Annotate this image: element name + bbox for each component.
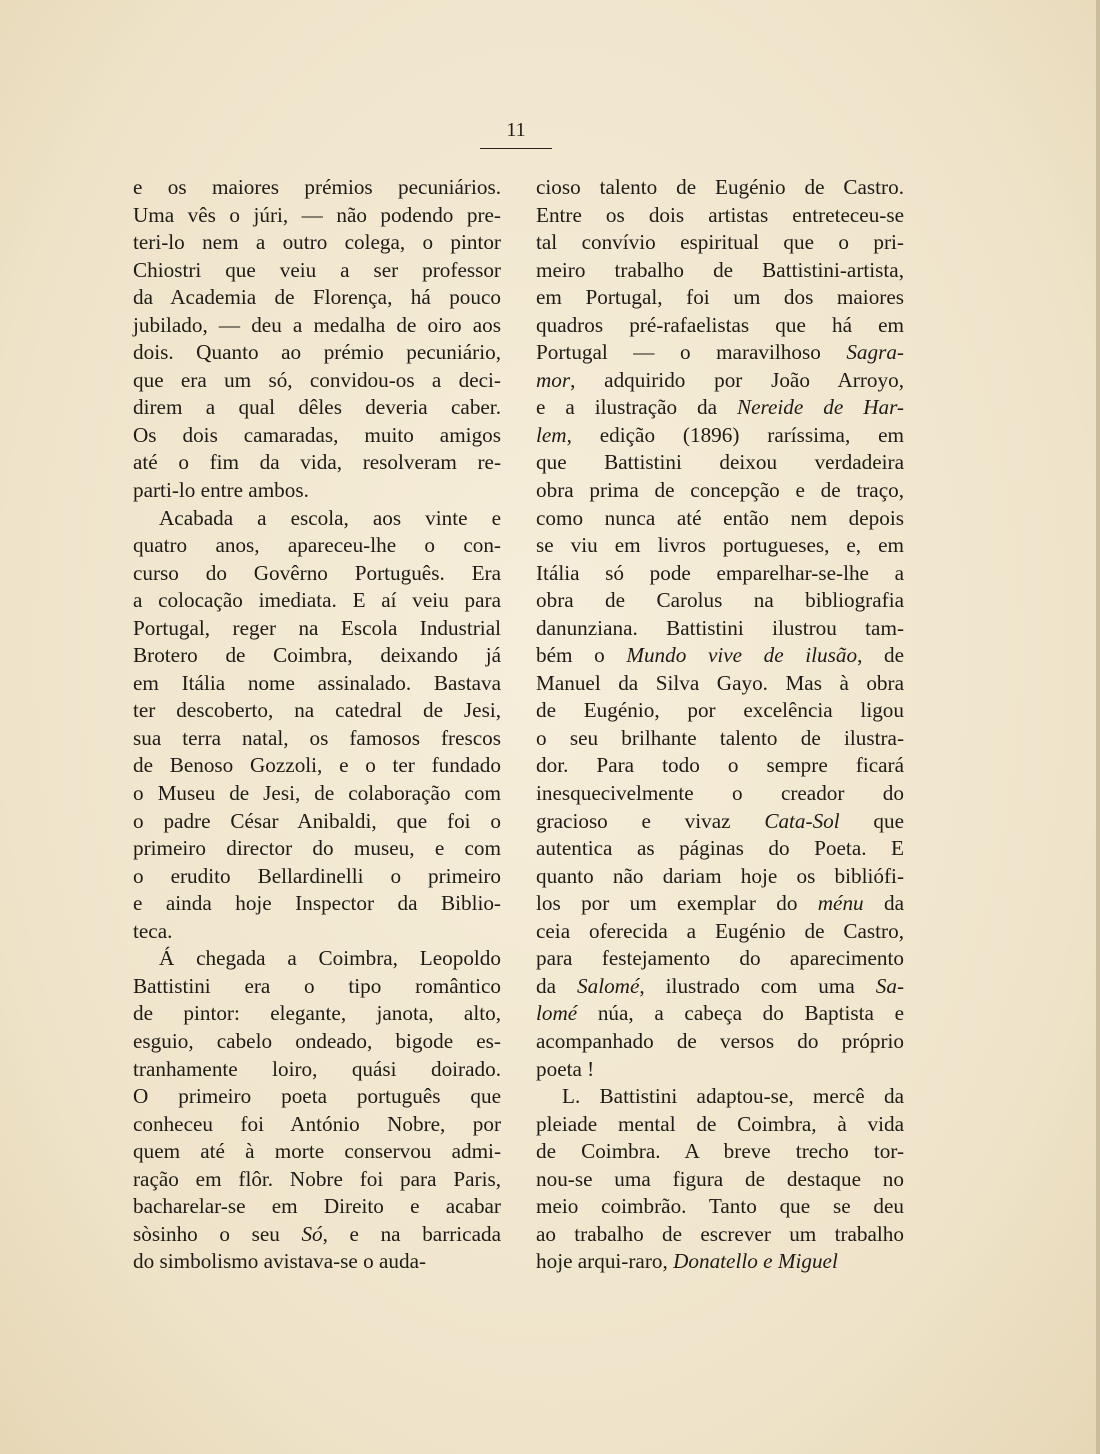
text-line: dois. Quanto ao prémio pecuniário, [133, 340, 501, 365]
text-line: teri-lo nem a outro colega, o pintor [133, 230, 501, 255]
italic-title: Nereide de Har- [737, 395, 904, 420]
text-line: o seu brilhante talento de ilustra- [536, 725, 904, 750]
text-line: obra prima de concepção e de traço, [536, 478, 904, 503]
text-line: até o fim da vida, resolveram re- [133, 450, 501, 475]
text-line: meiro trabalho de Battistini-artista, [536, 257, 904, 282]
text-line [536, 973, 904, 1001]
italic-title: Sa- [875, 973, 904, 998]
text-line: Itália só pode emparelhar-se-lhe a [536, 560, 904, 585]
text-line: ter descoberto, na catedral de Jesi, [133, 698, 501, 723]
text-run: los por um exemplar do [536, 891, 818, 916]
text-line: O primeiro poeta português que [133, 1084, 501, 1109]
italic-title: lem [536, 422, 567, 447]
text-line: poeta ! [536, 1056, 595, 1081]
text-line: de Coimbra. A breve trecho tor- [536, 1139, 904, 1164]
italic-title: Sagra- [846, 340, 904, 365]
text-line: pleiade mental de Coimbra, à vida [536, 1111, 904, 1136]
text-run: que [839, 808, 904, 833]
text-run: da [536, 973, 577, 998]
text-run: da [863, 891, 904, 916]
text-line [536, 339, 904, 367]
text-line: Os dois camaradas, muito amigos [133, 422, 501, 447]
text-line: Battistini era o tipo romântico [133, 973, 501, 998]
text-line: direm a qual dêles deveria caber. [133, 395, 501, 420]
text-line: quanto não dariam hoje os bibliófi- [536, 863, 904, 888]
text-run: e a ilustração da [536, 395, 738, 420]
left-text-column [133, 174, 501, 1276]
text-line: cioso talento de Eugénio de Castro. [536, 175, 904, 199]
italic-title: Salomé [577, 973, 640, 998]
text-line: ao trabalho de escrever um trabalho [536, 1221, 904, 1246]
text-line: bacharelar-se em Direito e acabar [133, 1194, 501, 1219]
italic-title: mor [536, 367, 571, 392]
text-line: tal convívio espiritual que o pri- [536, 230, 904, 255]
text-line: primeiro director do museu, e com [133, 836, 501, 861]
text-line: esguio, cabelo ondeado, bigode es- [133, 1028, 501, 1053]
text-line: em Itália nome assinalado. Bastava [133, 670, 501, 695]
text-line: sua terra natal, os famosos frescos [133, 725, 501, 750]
text-run: sòsinho o seu [133, 1221, 302, 1246]
text-line: ceia oferecida a Eugénio de Castro, [536, 918, 904, 943]
text-line: acompanhado de versos do próprio [536, 1028, 904, 1053]
text-line [133, 1221, 501, 1249]
text-line: Chiostri que veiu a ser professor [133, 257, 501, 282]
text-run: gracioso e vivaz [536, 808, 765, 833]
text-run: , adquirido por João Arroyo, [570, 367, 904, 392]
text-line [536, 367, 904, 395]
text-line: que Battistini deixou verdadeira [536, 450, 904, 475]
text-line: de pintor: elegante, janota, alto, [133, 1001, 501, 1026]
text-line: dor. Para todo o sempre ficará [536, 753, 904, 778]
italic-title: Cata-Sol [764, 808, 840, 833]
text-line: L. Battistini adaptou-se, mercê da [562, 1084, 904, 1109]
text-line [536, 1000, 904, 1028]
text-line [536, 890, 904, 918]
text-line: do simbolismo avistava-se o auda- [133, 1249, 427, 1274]
text-line: de Benoso Gozzoli, e o ter fundado [133, 753, 501, 778]
text-line: teca. [133, 918, 173, 943]
page-edge [1096, 0, 1100, 1454]
text-line [536, 1248, 904, 1276]
text-line: Acabada a escola, aos vinte e [159, 505, 501, 530]
text-line: quadros pré-rafaelistas que há em [536, 312, 904, 337]
text-line: Á chegada a Coimbra, Leopoldo [159, 946, 501, 971]
text-line: Uma vês o júri, — não podendo pre- [133, 202, 501, 227]
text-line: Portugal, reger na Escola Industrial [133, 615, 501, 640]
italic-title: ménu [817, 891, 864, 916]
text-line [536, 422, 904, 450]
text-line: autentica as páginas do Poeta. E [536, 836, 904, 861]
text-line [536, 808, 904, 836]
text-line: parti-lo entre ambos. [133, 478, 309, 503]
text-line: de Eugénio, por excelência ligou [536, 698, 904, 723]
page-number: 11 [480, 116, 552, 149]
text-line: Brotero de Coimbra, deixando já [133, 643, 501, 668]
text-run: Portugal — o maravilhoso [536, 340, 847, 365]
text-line: quem até à morte conservou admi- [133, 1139, 501, 1164]
text-line: se viu em livros portugueses, e, em [536, 533, 904, 558]
text-line: conheceu foi António Nobre, por [133, 1111, 501, 1136]
text-line: meio coimbrão. Tanto que se deu [536, 1194, 904, 1219]
text-line: nou-se uma figura de destaque no [536, 1166, 904, 1191]
text-run: bém o [536, 643, 627, 668]
text-line: como nunca até então nem depois [536, 505, 904, 530]
text-line: tranhamente loiro, quási doirado. [133, 1056, 501, 1081]
text-line [536, 642, 904, 670]
text-run: , de [857, 643, 905, 668]
text-line: curso do Govêrno Português. Era [133, 560, 501, 585]
text-run: hoje arqui-raro, [536, 1249, 674, 1274]
text-run: , e na barricada [322, 1221, 501, 1246]
right-text-column [536, 174, 904, 1276]
text-line: inesquecivelmente o creador do [536, 781, 904, 806]
text-run: , ilustrado com uma [639, 973, 876, 998]
text-line: em Portugal, foi um dos maiores [536, 285, 904, 310]
text-line: o Museu de Jesi, de colaboração com [133, 781, 501, 806]
text-line: jubilado, — deu a medalha de oiro aos [133, 312, 501, 337]
italic-title: lomé [536, 1001, 578, 1026]
text-line: obra de Carolus na bibliografia [536, 588, 904, 613]
text-line: o erudito Bellardinelli o primeiro [133, 863, 501, 888]
text-line: e ainda hoje Inspector da Biblio- [133, 891, 501, 916]
text-line: que era um só, convidou-os a deci- [133, 367, 501, 392]
text-run: , edição (1896) raríssima, em [566, 422, 904, 447]
text-line: da Academia de Florença, há pouco [133, 285, 501, 310]
text-line: quatro anos, apareceu-lhe o con- [133, 533, 501, 558]
text-line: danunziana. Battistini ilustrou tam- [536, 615, 904, 640]
italic-title: Só [301, 1221, 323, 1246]
text-run: núa, a cabeça do Baptista e [577, 1001, 904, 1026]
italic-title: Mundo vive de ilusão [626, 643, 858, 668]
text-line: para festejamento do aparecimento [536, 946, 904, 971]
italic-title: Donatello e Miguel [673, 1249, 838, 1274]
text-line: Entre os dois artistas entreteceu-se [536, 202, 904, 227]
text-line: e os maiores prémios pecuniários. [133, 175, 501, 199]
text-line: o padre César Anibaldi, que foi o [133, 808, 501, 833]
text-line: a colocação imediata. E aí veiu para [133, 588, 501, 613]
text-line: ração em flôr. Nobre foi para Paris, [133, 1166, 501, 1191]
text-line [536, 394, 904, 422]
text-line: Manuel da Silva Gayo. Mas à obra [536, 670, 904, 695]
